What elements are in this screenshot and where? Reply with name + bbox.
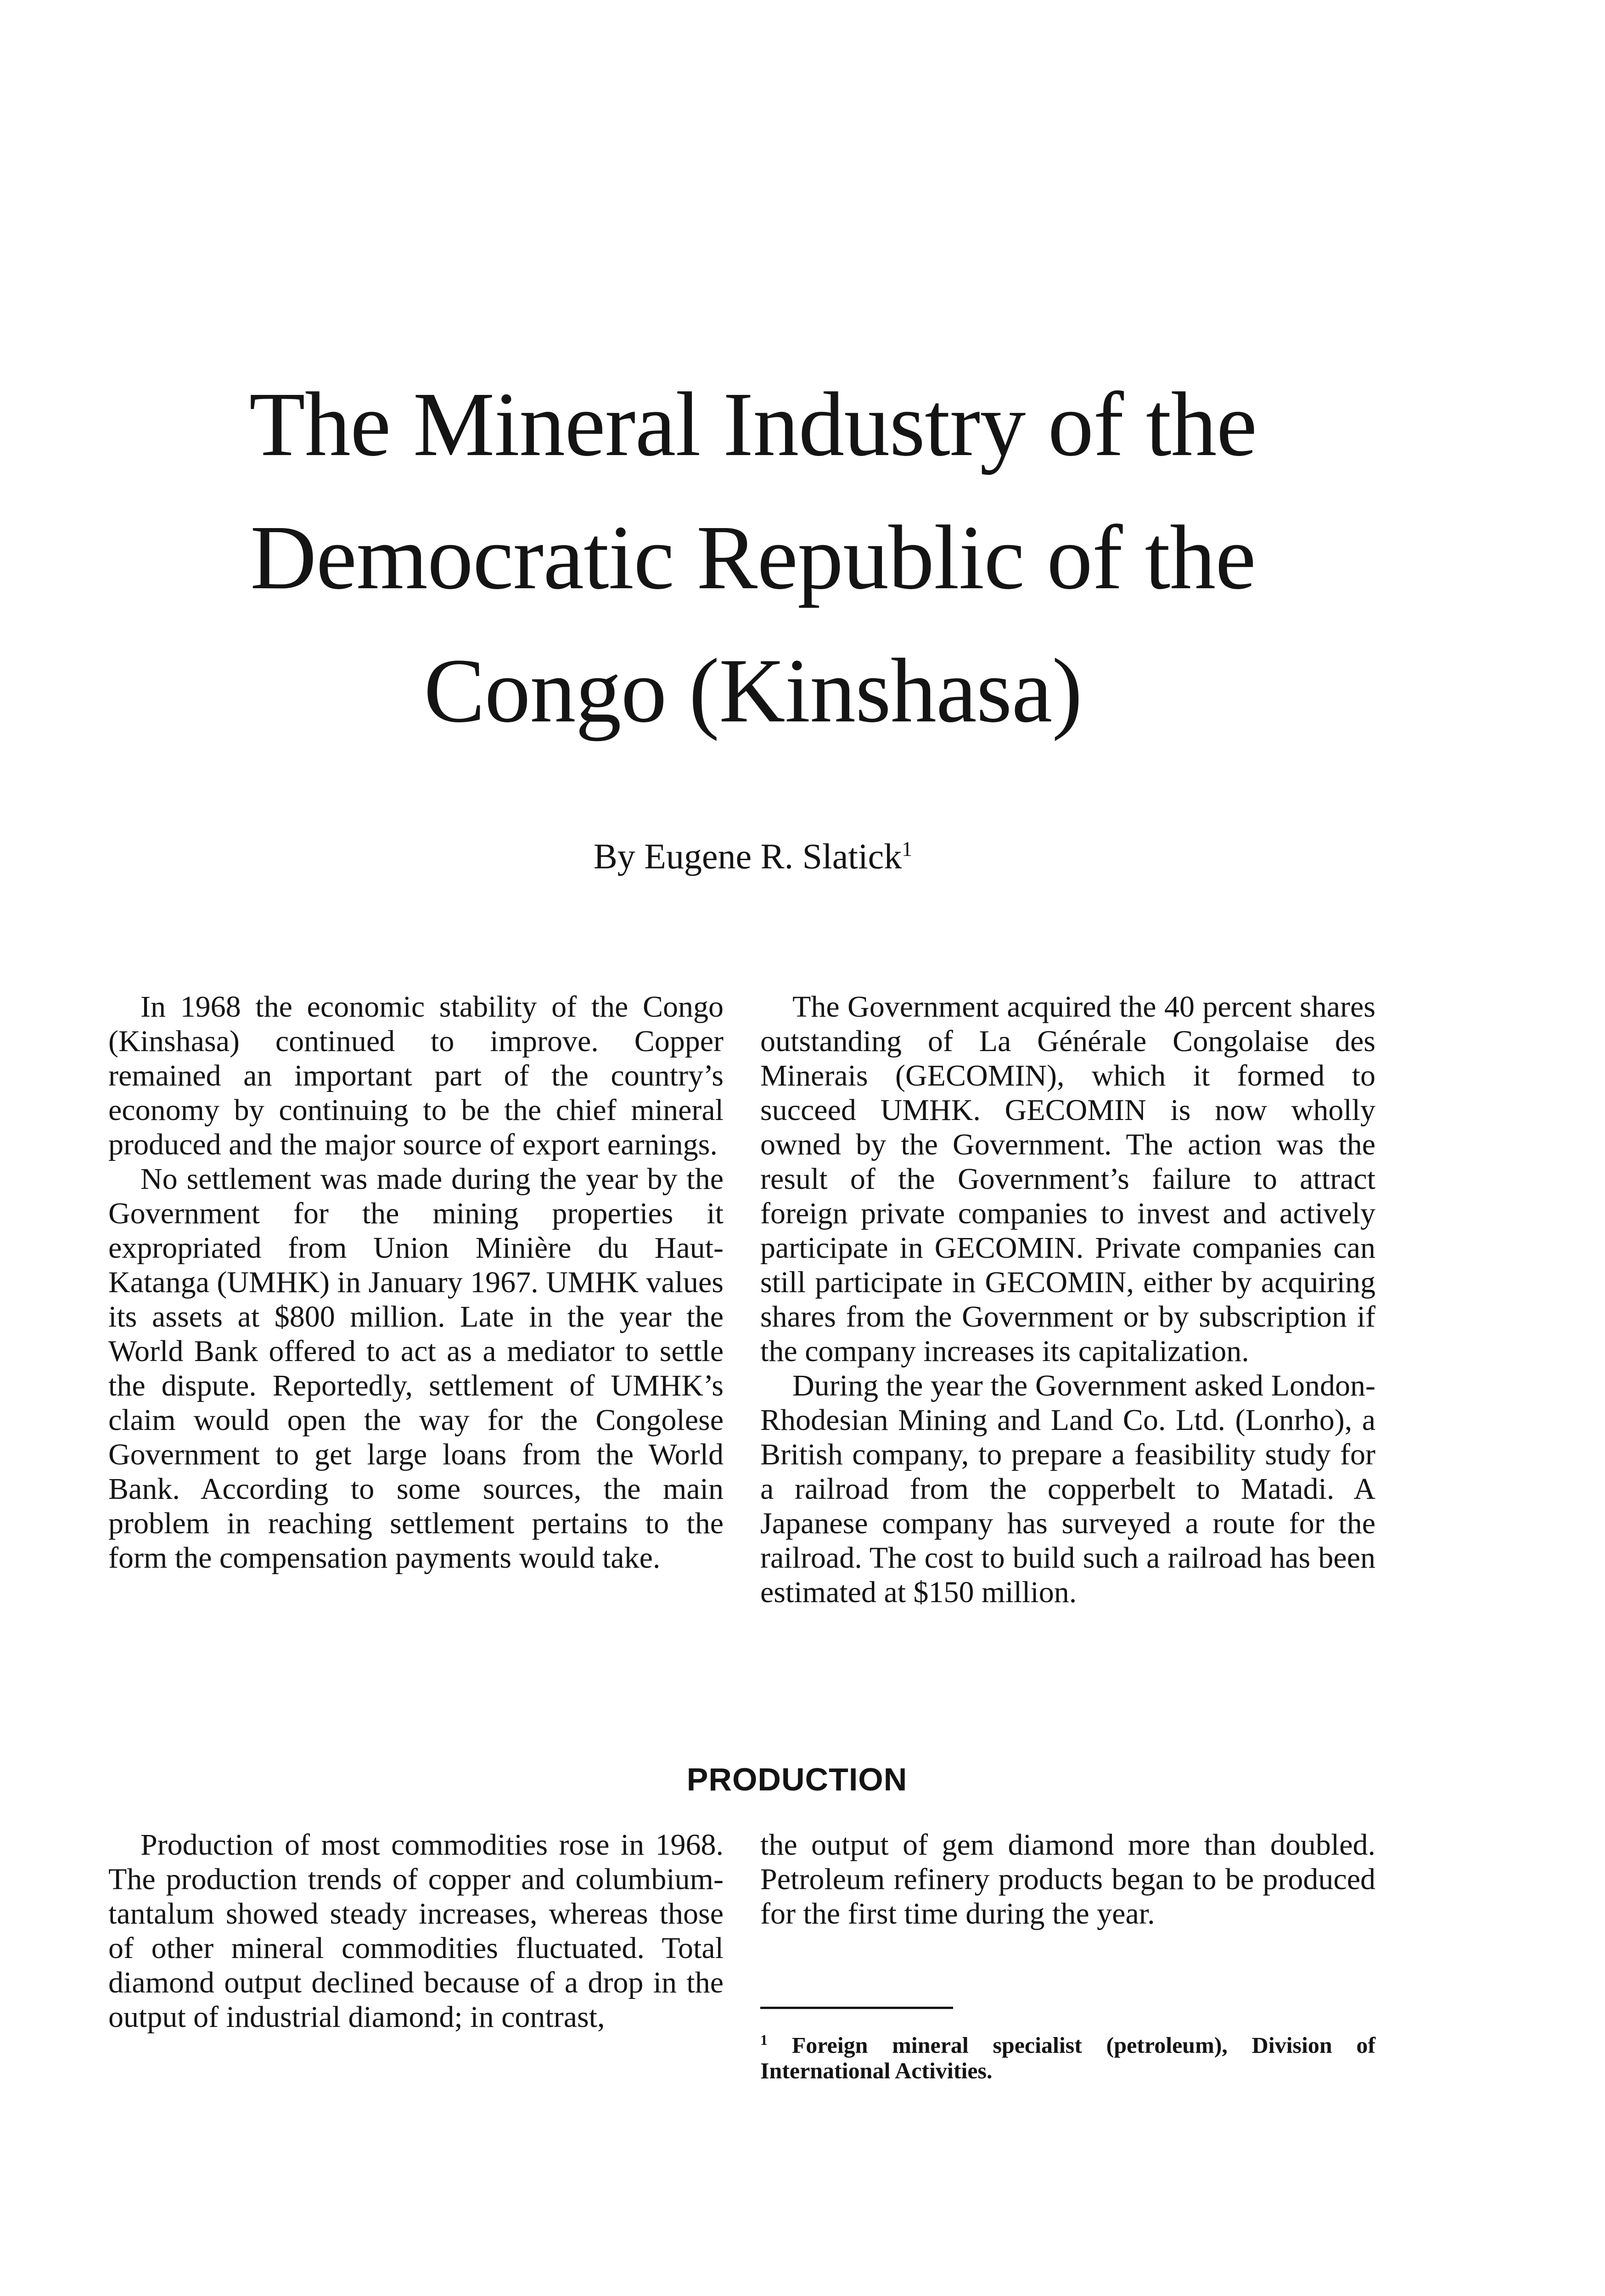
paragraph: The Government acquired the 40 percent shares outstanding of La Générale Congolaise des Minerais (GECOMIN), which it formed to succeed UMHK. GECOMIN is now wholly owned by the Government. The action was the result of the Government’s failure to attract foreign private companies to invest and actively participate in GECOMIN. Private companies can still participate in GECOMIN, either by acquiring shares from the Government or by subscription if the company increases its capitalization.	[760, 990, 1375, 1368]
section-heading-production: PRODUCTION	[686, 1761, 908, 1797]
paragraph: Production of most commodities rose in 1968. The production trends of copper and columbium-tantalum showed steady increases, whereas those of other mineral commodities fluctuated. Total diamond output declined because of a drop in the output of industrial diamond; in contrast,	[108, 1828, 724, 2034]
title-line: Democratic Republic of the	[250, 507, 1256, 608]
paragraph: During the year the Government asked London-Rhodesian Mining and Land Co. Ltd. (Lonrho), a British company, to prepare a feasibility study for a railroad from the copperbelt to Matadi. A Japanese company has surveyed a route for the railroad. The cost to build such a railroad has been estimated at $150 million.	[760, 1369, 1375, 1609]
production-left-column	[108, 1828, 724, 2034]
footnote-marker: 1	[902, 837, 913, 861]
title-line: The Mineral Industry of the	[249, 374, 1257, 475]
title-line: Congo (Kinshasa)	[424, 640, 1082, 742]
footnote-marker: 1	[760, 2032, 768, 2048]
paragraph: No settlement was made during the year by the Government for the mining properties it expropriated from Union Minière du Haut-Katanga (UMHK) in January 1967. UMHK values its assets at $800 million. Late in the year the World Bank offered to act as a mediator to settle the dispute. Reportedly, settlement of UMHK’s claim would open the way for the Congolese Government to get large loans from the World Bank. According to some sources, the main problem in reaching settlement pertains to the form the compensation payments would take.	[108, 1162, 724, 1575]
intro-left-column	[108, 990, 724, 1575]
footnote-divider	[760, 2007, 953, 2009]
intro-right-column	[760, 990, 1375, 1609]
footnote-text: Foreign mineral specialist (petroleum), Division of International Activities.	[760, 2032, 1376, 2083]
author-byline	[138, 836, 1368, 877]
article-title	[138, 358, 1368, 758]
production-right-column	[760, 1828, 1375, 1931]
paragraph: In 1968 the economic stability of the Congo (Kinshasa) continued to improve. Copper remained an important part of the country’s economy by continuing to be the chief mineral produced and the major source of export earnings.	[108, 990, 724, 1161]
footnote	[760, 2027, 1375, 2083]
author-name: By Eugene R. Slatick	[593, 836, 902, 876]
paragraph: the output of gem diamond more than doubled. Petroleum refinery products began to be produced for the first time during the year.	[760, 1828, 1375, 1930]
